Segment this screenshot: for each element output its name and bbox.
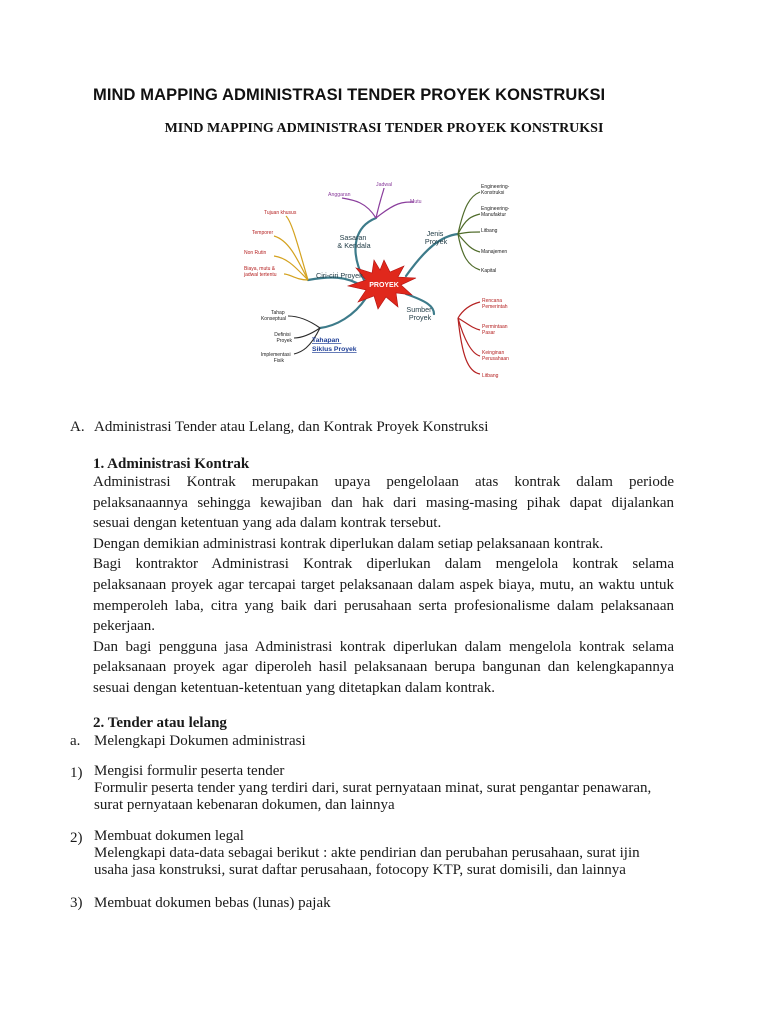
sasaran-label-line1: Sasaran — [339, 233, 367, 242]
tahapan-item-3-line1: Implementasi — [260, 352, 291, 358]
paragraph-line: Dengan demikian administrasi kontrak diperlukan dalam setiap pelaksanaan kontrak. — [93, 535, 604, 552]
jenis-label-line1: Jenis — [426, 229, 444, 238]
sumber-item-1-line2: Pemerintah — [482, 304, 508, 310]
sumber-branches — [458, 302, 480, 374]
paragraph-line: pelaksanaannya sehingga kewajiban dan hak dari masing-masing pihak dapat dijalankan — [93, 494, 674, 511]
section-1-paragraph-1 — [93, 472, 674, 699]
item-3-title: Membuat dokumen bebas (lunas) pajak — [94, 895, 331, 911]
sumber-label-line2: Proyek — [408, 313, 432, 322]
ciri-item-4-line1: Biaya, mutu & — [244, 266, 276, 272]
jenis-label — [425, 229, 448, 246]
paragraph-line: memperoleh laba, citra yang baik dari perusahaan serta profesionalisme dalam pelaksanaan — [93, 597, 674, 614]
tahapan-item-2-line2: Proyek — [276, 338, 292, 344]
item-2-body-line: usaha jasa konstruksi, surat daftar perusahaan, fotocopy KTP, surat domisili, dan lainnya — [94, 861, 626, 878]
tahapan-label-line1: Tahapan — [312, 337, 340, 344]
tahapan-label-line2: Siklus Proyek — [312, 346, 357, 353]
tahapan-item-definisi — [274, 332, 292, 344]
tahapan-item-implementasi — [261, 352, 292, 364]
paragraph-line: Administrasi Kontrak merupakan upaya pengelolaan atas kontrak dalam periode — [93, 474, 674, 490]
sasaran-item-anggaran: Anggaran — [328, 192, 351, 198]
sumber-item-1-line1: Rencana — [482, 298, 503, 304]
paragraph-line: pelaksanaan proyek agar diperoleh hasil pelaksanaan berupa bangunan dan kelengkapannya — [93, 659, 674, 676]
sumber-item-rencana-pemerintah — [482, 298, 508, 310]
jenis-branches — [458, 192, 480, 270]
jenis-item-manajemen: Manajemen — [481, 249, 508, 255]
ciri-branches — [274, 216, 308, 280]
item-1-title: Mengisi formulir peserta tender — [94, 763, 285, 779]
tahapan-item-2-line1: Definisi — [274, 332, 291, 338]
item-2-body-line: Melengkapi data-data sebagai berikut : akte pendirian dan perubahan perusahaan, surat ijin — [94, 844, 640, 861]
paragraph-line: sesuai dengan ketentuan yang ada dalam kontrak tersebut. — [93, 515, 442, 532]
sasaran-item-jadwal: Jadwal — [376, 182, 393, 188]
jenis-item-engineering-konstruksi — [481, 184, 511, 196]
tahapan-item-1-line1: Tahap — [270, 310, 285, 316]
sumber-label — [406, 305, 433, 322]
jenis-item-2-line2: Manufaktur — [481, 212, 507, 218]
ciri-item-4-line2: jadwal tertentu — [244, 272, 277, 278]
sasaran-label — [337, 233, 370, 250]
jenis-item-litbang: Litbang — [481, 228, 498, 234]
section-a-heading: Administrasi Tender atau Lelang, dan Kontrak Proyek Konstruksi — [94, 419, 489, 435]
item-1-body-line: surat pernyataan kebenaran dokumen, dan lainnya — [94, 796, 395, 813]
tahapan-item-1-line2: Konseptual — [260, 316, 286, 322]
ciri-item-biaya-mutu — [243, 266, 277, 278]
sumber-item-permintaan-pasar — [482, 324, 509, 336]
tahapan-item-konseptual — [261, 310, 286, 322]
item-a-marker: a. — [70, 733, 81, 749]
item-1-marker: 1) — [70, 765, 83, 781]
ciri-item-temporer: Temporer — [252, 230, 274, 236]
proyek-center-label: PROYEK — [369, 282, 399, 289]
document-title: MIND MAPPING ADMINISTRASI TENDER PROYEK KONSTRUKSI — [93, 86, 606, 104]
item-1-body-line: Formulir peserta tender yang terdiri dari, surat pernyataan minat, surat pengantar penawaran, — [94, 779, 652, 796]
item-2-title: Membuat dokumen legal — [94, 828, 244, 844]
ciri-item-non-rutin: Non Rutin — [244, 250, 267, 256]
section-a-marker: A. — [70, 419, 85, 435]
paragraph-line: pelaksanaan proyek agar tercapai target pelaksanaan dalam aspek biaya, mutu, an waktu untuk — [93, 576, 674, 593]
section-2-heading: 2. Tender atau lelang — [93, 715, 227, 731]
jenis-item-2-line1: Engineering- — [481, 206, 510, 212]
mind-map-figure — [236, 176, 526, 384]
item-3-marker: 3) — [70, 895, 83, 911]
sumber-item-keinginan-perusahaan — [482, 350, 509, 362]
ciri-item-tujuan-khusus: Tujuan khusus — [264, 210, 297, 216]
item-2-block — [94, 828, 640, 878]
jenis-item-1-line1: Engineering- — [481, 184, 510, 190]
tahapan-item-3-line2: Fisik — [273, 358, 284, 364]
item-a-text: Melengkapi Dokumen administrasi — [94, 733, 306, 749]
paragraph-line: sesuai dengan ketentuan-ketentuan yang ditetapkan dalam kontrak. — [93, 679, 495, 696]
sumber-item-3-line2: Perusahaan — [482, 356, 509, 362]
tahapan-label — [312, 337, 357, 353]
sumber-item-litbang: Litbang — [482, 373, 499, 379]
jenis-item-engineering-manufaktur — [481, 206, 511, 218]
item-2-marker: 2) — [70, 830, 83, 846]
paragraph-line: Bagi kontraktor Administrasi Kontrak diperlukan dalam mengelola kontrak selama — [93, 556, 674, 573]
sumber-item-2-line1: Permintaan — [482, 324, 508, 330]
jenis-label-line2: Proyek — [424, 237, 448, 246]
jenis-item-kapital: Kapital — [481, 268, 497, 274]
section-1-heading: 1. Administrasi Kontrak — [93, 456, 250, 472]
sumber-item-2-line2: Pasar — [482, 330, 496, 336]
jenis-item-1-line2: Konstruksi — [481, 190, 505, 196]
sumber-item-3-line1: Keinginan — [482, 350, 505, 356]
sasaran-item-mutu: Mutu — [410, 199, 422, 205]
item-1-block — [94, 763, 651, 813]
sasaran-label-line2: & Kendala — [337, 241, 371, 250]
paragraph-line: Dan bagi pengguna jasa Administrasi kontrak diperlukan dalam mengelola kontrak selama — [93, 638, 674, 655]
ciri-label: Ciri-ciri Proyek — [316, 271, 363, 280]
sasaran-branches — [342, 188, 414, 218]
sumber-label-line1: Sumber — [406, 305, 432, 314]
document-subtitle: MIND MAPPING ADMINISTRASI TENDER PROYEK KONSTRUKSI — [164, 121, 604, 136]
paragraph-line: pekerjaan. — [93, 618, 156, 635]
